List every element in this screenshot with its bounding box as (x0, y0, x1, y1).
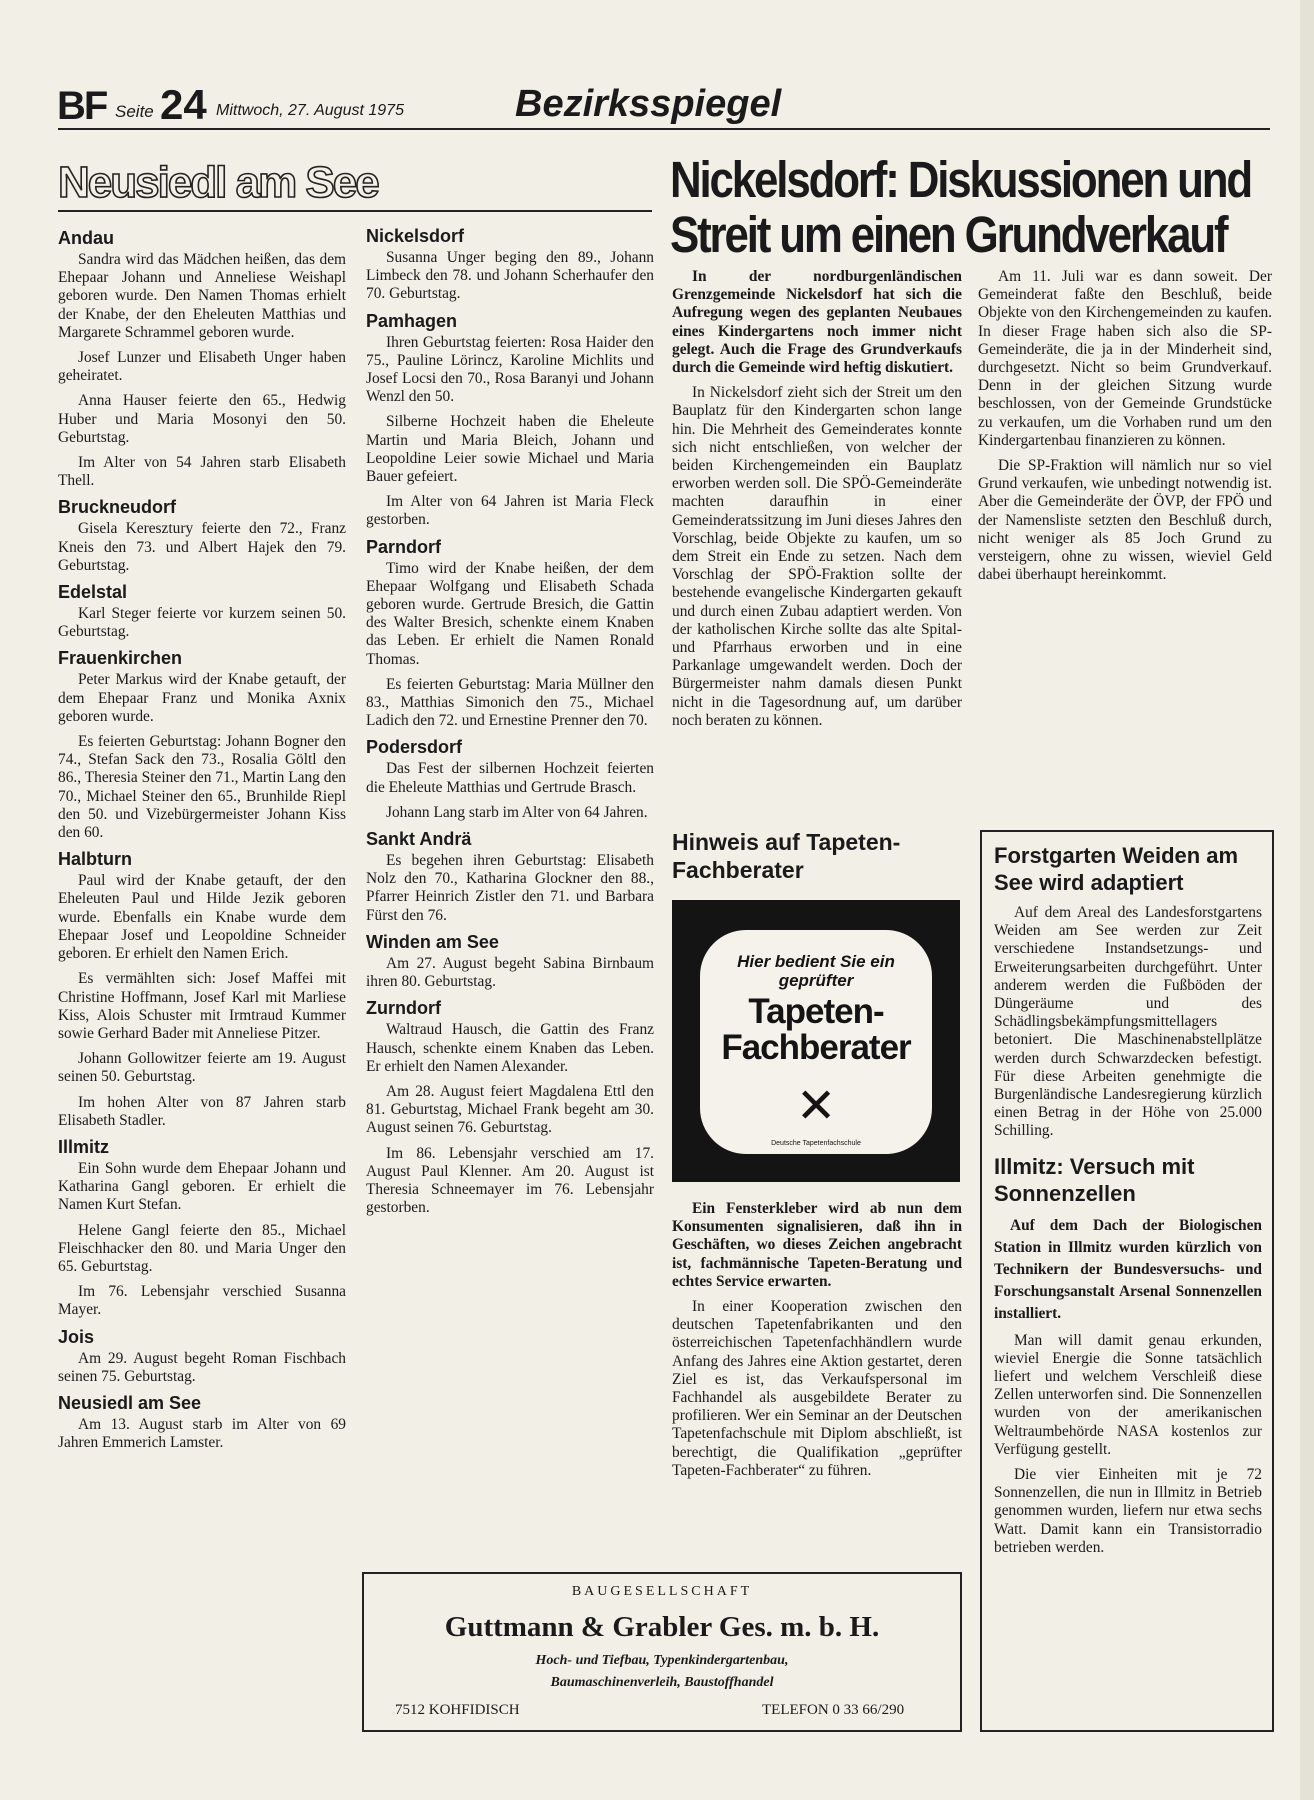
paragraph: Am 11. Juli war es dann soweit. Der Gemeinderat faßte den Beschluß, beide Objekte von den Kirchengemeinden zu kaufen. In dieser Frage haben sich also die SP-Gemeinderäte, die ja in der Minderheit sind, durchgesetzt. Nicht so beim Grundverkauf. Denn in der gleichen Sitzung wurde beschlossen, von der Gemeinde Grundstücke zu verkaufen, um die Vorhaben rund um den Kindergartenbau finanzieren zu können. (978, 268, 1272, 449)
paragraph: Josef Lunzer und Elisabeth Unger haben geheiratet. (58, 349, 346, 385)
section-title: Bezirksspiegel (515, 83, 782, 125)
heading-illmitz: Illmitz (58, 1136, 110, 1157)
paragraph: Am 27. August begeht Sabina Birnbaum ihren 80. Geburtstag. (366, 954, 654, 991)
paragraph: Im Alter von 64 Jahren ist Maria Fleck gestorben. (366, 493, 654, 529)
ad-services-line-2: Baumaschinenverleih, Baustoffhandel (550, 1675, 774, 1690)
ad-phone: TELEFON 0 33 66/290 (762, 1702, 905, 1718)
heading-bruckneudorf: Bruckneudorf (58, 497, 177, 518)
ad-services (362, 1650, 962, 1694)
paragraph: Im hohen Alter von 87 Jahren starb Elisabeth Stadler. (58, 1093, 346, 1129)
paragraph: Das Fest der silbernen Hochzeit feierten die Eheleute Matthias und Gertrude Brasch. (366, 760, 654, 796)
paragraph: Auf dem Areal des Landesforstgartens Weiden am See werden zur Zeit verschiedene Instandsetzungs- und Erweiterungsarbeiten durchgeführt. Unter anderem werden die Fußböden der Düngeräume und des Schädlingsbekämpfungsmittellagers betoniert. Die Maschinenabstellplätze werden durch Schwarzdecken befestigt. Für diese Arbeiten genehmigte die Burgenländische Landesregierung kürzlich einen Betrag in der Höhe von 25.000 Schilling. (994, 904, 1262, 1140)
paragraph: Es feierten Geburtstag: Maria Müllner den 83., Matthias Simonich den 75., Michael Ladich den 72. und Ernestine Prenner den 70. (366, 675, 654, 730)
heading-sankt-andrae: Sankt Andrä (366, 829, 472, 850)
sticker-main-text: Tapeten-Fachberater (721, 992, 911, 1067)
sticker-small-text: Deutsche Tapetenfachschule (771, 1140, 861, 1147)
paragraph: Im 86. Lebensjahr verschied am 17. August Paul Klenner. Am 20. August ist Theresia Schneemayer im 76. Lebensjahr gestorben. (366, 1144, 654, 1217)
page-label: Seite (115, 102, 154, 121)
headline-line-1: Nickelsdorf: Diskussionen und (670, 151, 1252, 208)
heading-halbturn: Halbturn (58, 849, 132, 870)
heading-podersdorf: Podersdorf (366, 737, 463, 758)
region-title: Neusiedl am See (58, 158, 378, 207)
paragraph: Karl Steger feierte vor kurzem seinen 50. Geburtstag. (58, 605, 346, 641)
paragraph: Johann Gollowitzer feierte am 19. August seinen 50. Geburtstag. (58, 1050, 346, 1086)
paragraph: Johann Lang starb im Alter von 64 Jahren. (386, 803, 648, 821)
paragraph: Timo wird der Knabe heißen, der dem Ehepaar Wolfgang und Elisabeth Schada geboren wurde. Gertrude Bresich, die Gattin des Walter Bresich, schenkte einem Knaben das Leben. Er erhielt die Namen Ronald Thomas. (366, 559, 654, 668)
paragraph: Paul wird der Knabe getauft, der den Eheleuten Paul und Hilde Jezik geboren wurde. Ebenfalls ein Knabe wurde dem Ehepaar Josef und Leopoldine Schneider geboren. Er erhielt den Namen Erich. (58, 872, 346, 963)
paragraph: Sandra wird das Mädchen heißen, das dem Ehepaar Johann und Anneliese Weishapl geboren wurde. Den Namen Thomas erhielt der Knabe, der den Eheleuten Matthias und Margarete Schrammel geboren wurde. (58, 251, 346, 341)
page-edge (1300, 0, 1314, 1800)
paragraph: Am 29. August begeht Roman Fischbach seinen 75. Geburtstag. (58, 1349, 346, 1385)
paragraph: Am 13. August starb im Alter von 69 Jahren Emmerich Lamster. (58, 1415, 346, 1452)
paragraph: Am 28. August feiert Magdalena Ettl den 81. Geburtstag, Michael Frank begeht am 30. August seinen 76. Geburtstag. (366, 1082, 654, 1137)
paragraph: Susanna Unger beging den 89., Johann Limbeck den 78. und Johann Scherhaufer den 70. Geburtstag. (366, 249, 654, 303)
heading-jois: Jois (58, 1326, 95, 1347)
paragraph: Man will damit genau erkunden, wieviel Energie die Sonne tatsächlich liefert und welchem Verschleiß diese Zellen unterworfen sind. Die Sonnenzellen wurden von der amerikanischen Weltraumbehörde NASA kostenlos zur Verfügung gestellt. (994, 1331, 1262, 1458)
heading-edelstal: Edelstal (58, 582, 128, 603)
hinweis-lead: Ein Fensterkleber wird ab nun dem Konsumenten signalisieren, daß ihn in Geschäften, wo dieses Zeichen angebracht ist, fachmännische Tapeten-Beratung und echtes Service erwarten. (672, 1200, 962, 1290)
forstgarten-headline: Forstgarten Weiden am See wird adaptiert (994, 843, 1239, 895)
heading-parndorf: Parndorf (366, 536, 442, 557)
sticker-emblem-icon: ✕ (796, 1078, 837, 1134)
paragraph: Ihren Geburtstag feierten: Rosa Haider den 75., Pauline Lörincz, Karoline Michlits und Josef Locsi den 70., Rosa Baranyi und Johann Wenzl den 50. (366, 333, 654, 406)
heading-neusiedl: Neusiedl am See (58, 1392, 202, 1413)
paragraph: Helene Gangl feierte den 85., Michael Fleischhacker den 80. und Maria Unger den 65. Geburtstag. (58, 1221, 346, 1275)
article-column-1 (672, 268, 962, 737)
paragraph: Im 76. Lebensjahr verschied Susanna Mayer. (58, 1283, 346, 1319)
ad-services-line-1: Hoch- und Tiefbau, Typenkindergartenbau, (535, 1653, 789, 1668)
paragraph: In Nickelsdorf zieht sich der Streit um den Bauplatz für den Kindergarten schon lange hin. Die Mehrheit des Gemeinderates konnte sich nicht entschließen, von welcher der beiden Kirchengemeinden ein Bauplatz erworben werden soll. Die SPÖ-Gemeinderäte machten daraufhin in einer Gemeinderatssitzung im Juni dieses Jahres den Vorschlag, beide Objekte zu kaufen, um so dem Streit ein Ende zu setzen. Nach dem Vorschlag der SPÖ-Fraktion sollte der bestehende evangelische Kindergarten gekauft und durch einen Zubau adaptiert werden. Von der katholischen Kirche sollte das alte Spital- und Pfarrhaus erworben und in eine Parkanlage umgewandelt werden. Doch der Bürgermeister nahm damals diesen Punkt nicht in die Tagesordnung auf, um darüber noch beraten zu können. (672, 384, 962, 729)
heading-andau: Andau (58, 228, 114, 248)
paragraph: Silberne Hochzeit haben die Eheleute Martin und Maria Bleich, Johann und Leopoldine Leier sowie Michael und Maria Bauer gefeiert. (366, 413, 654, 486)
region-rule (58, 210, 652, 212)
boxed-news-content (994, 842, 1262, 1564)
paragraph: Es begehen ihren Geburtstag: Elisabeth Nolz den 70., Katharina Glockner den 88., Pfarrer Heinrich Zistler den 71. und Barbara Fürst den 76. (366, 852, 654, 924)
header-rule (58, 128, 1270, 130)
heading-nickelsdorf: Nickelsdorf (366, 226, 465, 246)
heading-zurndorf: Zurndorf (366, 998, 441, 1019)
issue-date: Mittwoch, 27. August 1975 (216, 102, 404, 119)
paragraph: Ein Sohn wurde dem Ehepaar Johann und Katharina Gangl geboren. Er erhielt die Namen Kurt Stefan. (58, 1159, 346, 1214)
paragraph: Die SP-Fraktion will nämlich nur so viel Grund verkaufen, wie unbedingt notwendig ist. Aber die Gemeinderäte der ÖVP, der FPÖ und der Namensliste setzten den Beschluß durch, nicht weniger als 85 Joch Grund zu versteigern, ohne zu wissen, wieviel Geld dabei überhaupt hereinkommt. (978, 457, 1272, 584)
paragraph: Anna Hauser feierte den 65., Hedwig Huber und Maria Mosonyi den 50. Geburtstag. (58, 392, 346, 446)
paragraph: Peter Markus wird der Knabe getauft, der dem Ehepaar Franz und Monika Axnix geboren wurde. (58, 671, 346, 725)
ad-company-type: BAUGESELLSCHAFT (571, 1584, 753, 1599)
paragraph: Es vermählten sich: Josef Maffei mit Christine Hoffmann, Josef Karl mit Marliese Kiss, Alois Schuster mit Irmtraud Kummer sowie Gerhard Bader mit Anneliese Pitzer. (58, 970, 346, 1042)
sticker-top-text: Hier bedient Sie ein geprüfter (737, 952, 895, 990)
heading-frauenkirchen: Frauenkirchen (58, 648, 183, 669)
paragraph: Die vier Einheiten mit je 72 Sonnenzellen, die nun in Illmitz in Betrieb genommen wurden, liefern nur etwa sechs Watt. Damit kann ein Transistorradio betrieben werden. (994, 1466, 1262, 1556)
paragraph: Gisela Keresztury feierte den 72., Franz Kneis den 73. und Albert Hajek den 79. Geburtstag. (58, 520, 346, 574)
paragraph: Im Alter von 54 Jahren starb Elisabeth Thell. (58, 454, 346, 490)
paragraph: Es feierten Geburtstag: Johann Bogner den 74., Stefan Sack den 73., Rosalia Göltl den 86., Theresia Steiner den 71., Martin Lang den 70., Michael Steiner den 65., Brunhilde Riepl den 50. und Vizebürgermeister Johann Kiss den 60. (58, 733, 346, 842)
hinweis-headline: Hinweis auf Tapeten-Fachberater (672, 829, 901, 883)
article-headline (670, 151, 1252, 263)
column-local-news-2 (366, 226, 654, 1224)
paragraph: In einer Kooperation zwischen den deutschen Tapetenfabrikanten und den österreichischen Tapetenfachhändlern wurde Anfang des Jahres eine Aktion gestartet, deren Ziel es ist, das Verkaufspersonal im Fachhandel als ausgebildete Berater zu profilieren. Wer ein Seminar an der Deutschen Tapetenfachschule mit Diplom abschließt, ist berechtigt, die Qualifikation „geprüfter Tapeten-Fachberater“ zu führen. (672, 1298, 962, 1479)
article-column-2 (978, 268, 1272, 591)
ad-company-name: Guttmann & Grabler Ges. m. b. H. (444, 1611, 880, 1643)
ad-address: 7512 KOHFIDISCH (395, 1702, 520, 1718)
headline-line-2: Streit um einen Grundverkauf (670, 206, 1227, 263)
hinweis-column (672, 1200, 962, 1487)
heading-winden: Winden am See (366, 931, 499, 952)
article-lead: In der nordburgenländischen Grenzgemeinde Nickelsdorf hat sich die Aufregung wegen des geplanten Neubaues eines Kindergartens noch immer nicht gelegt. Auch die Frage des Grundverkaufs durch die Gemeinde wird heftig diskutiert. (672, 268, 962, 377)
illmitz-lead: Auf dem Dach der Biologischen Station in Illmitz wurden kürzlich von Technikern der Bundesversuchs- und Forschungsanstalt Arsenal Sonnenzellen installiert. (994, 1216, 1262, 1322)
page-number: 24 (160, 81, 207, 128)
newspaper-logo: BF (57, 84, 107, 128)
column-local-news-1 (58, 228, 346, 1459)
paragraph: Waltraud Hausch, die Gattin des Franz Hausch, schenkte einem Knaben das Leben. Er erhielt den Namen Alexander. (366, 1021, 654, 1075)
heading-pamhagen: Pamhagen (366, 310, 458, 331)
illmitz-headline: Illmitz: Versuch mit Sonnenzellen (994, 1153, 1195, 1206)
